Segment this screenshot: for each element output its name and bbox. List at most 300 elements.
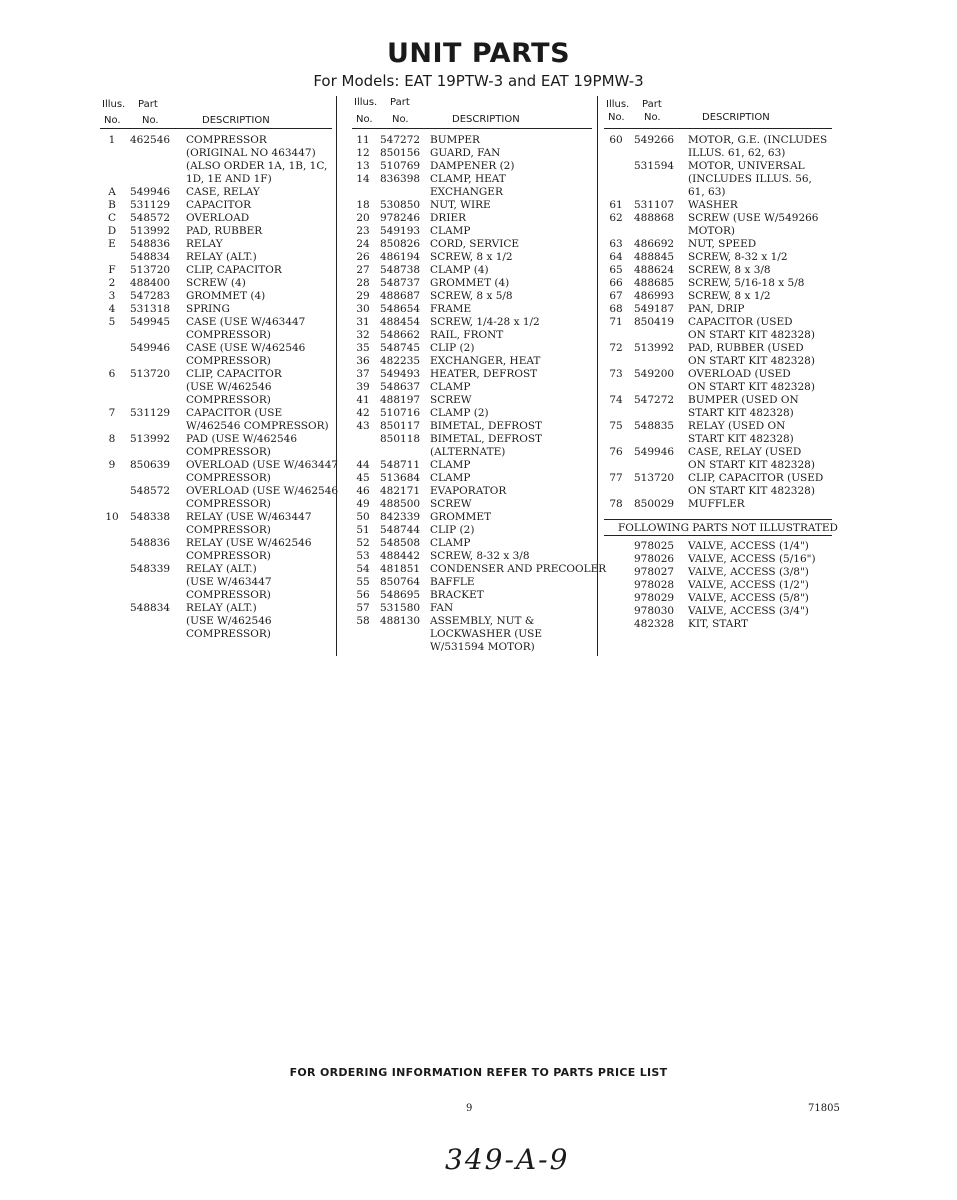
illus-no-header: No.: [104, 115, 121, 126]
part-description: [688, 212, 832, 238]
illus-number: [604, 605, 628, 618]
description-line: CLIP, CAPACITOR: [186, 264, 282, 276]
part-number: 488130: [380, 615, 421, 627]
illus-number: 8: [108, 433, 116, 445]
part-number: 531129: [130, 407, 171, 419]
part-number: 488687: [380, 290, 421, 302]
illus-number: 4: [108, 303, 116, 315]
parts-rows: [604, 134, 832, 511]
part-description: [688, 472, 832, 498]
column-divider: [597, 96, 598, 656]
part-number: 548836: [130, 537, 171, 549]
part-description: [430, 589, 592, 602]
description-line: COMPRESSOR): [186, 628, 271, 640]
description-line: SCREW, 5/16-18 x 5/8: [688, 277, 805, 289]
illus-number: 31: [356, 316, 370, 328]
handwritten-mark: 349-A-9: [445, 1143, 570, 1176]
parts-row: [352, 342, 592, 355]
description-line: MUFFLER: [688, 498, 745, 510]
description-line: SCREW, 8 x 5/8: [430, 290, 513, 302]
illus-number: 57: [356, 602, 370, 614]
description-line: ON START KIT 482328): [688, 485, 815, 497]
illus-number: 35: [356, 342, 370, 354]
part-number: 548835: [634, 420, 675, 432]
parts-row: [100, 186, 332, 199]
illus-number: 52: [356, 537, 370, 549]
description-line: COMPRESSOR): [186, 550, 271, 562]
parts-row: [100, 290, 332, 303]
part-number: 548711: [380, 459, 421, 471]
parts-row: [604, 290, 832, 303]
part-description: [186, 537, 332, 563]
part-description: [688, 553, 832, 566]
part-number: 531107: [634, 199, 675, 211]
parts-row: [100, 199, 332, 212]
parts-row: [604, 605, 832, 618]
description-line: VALVE, ACCESS (1/2"): [688, 579, 809, 591]
part-description: [430, 342, 592, 355]
part-description: [688, 579, 832, 592]
part-description: [688, 368, 832, 394]
not-illustrated-rows: [604, 540, 832, 631]
description-header: DESCRIPTION: [702, 112, 770, 123]
illus-number: 18: [356, 199, 370, 211]
description-line: FAN: [430, 602, 454, 614]
parts-row: [100, 303, 332, 316]
part-description: [688, 277, 832, 290]
parts-row: [352, 303, 592, 316]
part-number: 548836: [130, 238, 171, 250]
illus-number: 5: [108, 316, 116, 328]
description-line: DAMPENER (2): [430, 160, 515, 172]
part-no-header: No.: [392, 114, 409, 125]
part-description: [688, 134, 832, 160]
description-line: ON START KIT 482328): [688, 355, 815, 367]
parts-row: [352, 381, 592, 394]
part-description: [430, 407, 592, 420]
description-line: PAD (USE W/462546: [186, 433, 297, 445]
description-line: SCREW: [430, 394, 472, 406]
description-line: RELAY (USED ON: [688, 420, 786, 432]
illus-number: [604, 553, 628, 566]
part-number: 850117: [380, 420, 421, 432]
illus-number: 26: [356, 251, 370, 263]
description-line: RELAY (ALT.): [186, 251, 257, 263]
description-line: SCREW, 1/4-28 x 1/2: [430, 316, 540, 328]
part-number: 488400: [130, 277, 171, 289]
description-line: RELAY (ALT.): [186, 602, 257, 614]
part-number: 547272: [634, 394, 675, 406]
parts-row: [100, 225, 332, 238]
part-description: [688, 290, 832, 303]
description-line: CLAMP: [430, 459, 471, 471]
parts-row: [604, 160, 832, 199]
parts-row: [352, 407, 592, 420]
part-number: 486993: [634, 290, 675, 302]
description-line: 1D, 1E AND 1F): [186, 173, 272, 185]
part-number: 488845: [634, 251, 675, 263]
description-line: WASHER: [688, 199, 738, 211]
part-description: [186, 459, 338, 485]
part-number: 850764: [380, 576, 421, 588]
description-line: 61, 63): [688, 186, 726, 198]
illus-number: 6: [108, 368, 116, 380]
part-no-header: No.: [644, 112, 661, 123]
illus-number: [604, 618, 628, 631]
part-number: 850639: [130, 459, 171, 471]
part-number: 548338: [130, 511, 171, 523]
part-description: [430, 394, 592, 407]
parts-row: [100, 212, 332, 225]
description-line: MOTOR): [688, 225, 735, 237]
description-line: CASE (USE W/462546: [186, 342, 306, 354]
part-description: [430, 381, 592, 394]
part-description: [186, 277, 332, 290]
parts-row: [604, 394, 832, 420]
description-line: BIMETAL, DEFROST: [430, 420, 543, 432]
parts-row: [352, 277, 592, 290]
description-line: EXCHANGER: [430, 186, 503, 198]
parts-row: [604, 264, 832, 277]
part-number: 482235: [380, 355, 421, 367]
part-number: 486194: [380, 251, 421, 263]
parts-row: [352, 355, 592, 368]
illus-number: 32: [356, 329, 370, 341]
part-description: [688, 316, 832, 342]
description-line: EVAPORATOR: [430, 485, 507, 497]
part-description: [688, 605, 832, 618]
description-line: SCREW, 8 x 3/8: [688, 264, 771, 276]
illus-number: 66: [609, 277, 623, 289]
description-line: CLAMP (2): [430, 407, 489, 419]
part-description: [186, 602, 332, 641]
part-number: 513992: [130, 433, 171, 445]
parts-row: [100, 485, 339, 511]
part-description: [186, 433, 332, 459]
illus-number: 45: [356, 472, 370, 484]
illus-number: 12: [356, 147, 370, 159]
part-description: [430, 225, 592, 238]
description-line: MOTOR, UNIVERSAL: [688, 160, 805, 172]
part-number: 842339: [380, 511, 421, 523]
illus-number: B: [108, 199, 116, 211]
description-line: HEATER, DEFROST: [430, 368, 538, 380]
illus-number: 62: [609, 212, 623, 224]
illus-number: 50: [356, 511, 370, 523]
description-line: CAPACITOR (USE: [186, 407, 283, 419]
parts-row: [100, 264, 332, 277]
illus-number: 63: [609, 238, 623, 250]
part-number: 548637: [380, 381, 421, 393]
part-description: [430, 134, 592, 147]
parts-row: [352, 329, 592, 342]
description-line: GUARD, FAN: [430, 147, 501, 159]
description-line: CLIP (2): [430, 342, 475, 354]
description-line: W/462546 COMPRESSOR): [186, 420, 329, 432]
part-description: [430, 290, 592, 303]
illus-number: 30: [356, 303, 370, 315]
description-line: SCREW, 8 x 1/2: [430, 251, 513, 263]
description-line: SPRING: [186, 303, 230, 315]
parts-row: [352, 615, 592, 654]
description-line: PAD, RUBBER: [186, 225, 263, 237]
description-line: CLAMP: [430, 472, 471, 484]
part-description: [430, 199, 592, 212]
description-line: RELAY (ALT.): [186, 563, 257, 575]
illus-number: 23: [356, 225, 370, 237]
part-description: [430, 498, 592, 511]
illus-header: Illus.: [606, 99, 630, 110]
part-number: 836398: [380, 173, 421, 185]
parts-rows: [352, 134, 607, 654]
part-description: [186, 563, 332, 602]
parts-row: [100, 563, 332, 602]
illus-number: 3: [108, 290, 116, 302]
part-number: 548744: [380, 524, 421, 536]
illus-number: 67: [609, 290, 623, 302]
part-description: [186, 251, 332, 264]
parts-row: [604, 212, 832, 238]
parts-row: [352, 576, 592, 589]
description-line: BAFFLE: [430, 576, 475, 588]
parts-row: [352, 420, 592, 433]
description-line: VALVE, ACCESS (1/4"): [688, 540, 809, 552]
parts-row: [352, 485, 592, 498]
illus-number: 54: [356, 563, 370, 575]
illus-number: 10: [105, 511, 119, 523]
parts-row: [604, 316, 832, 342]
part-number: 530850: [380, 199, 421, 211]
part-number: 548654: [380, 303, 421, 315]
description-line: COMPRESSOR): [186, 355, 271, 367]
part-description: [186, 303, 332, 316]
part-number: 486692: [634, 238, 675, 250]
part-number: 850156: [380, 147, 421, 159]
parts-row: [352, 212, 592, 225]
part-description: [186, 186, 332, 199]
description-line: MOTOR, G.E. (INCLUDES: [688, 134, 828, 146]
parts-row: [352, 238, 592, 251]
description-line: CLIP, CAPACITOR (USED: [688, 472, 824, 484]
description-line: OVERLOAD (USED: [688, 368, 791, 380]
description-line: RELAY (USE W/463447: [186, 511, 312, 523]
part-number: 513720: [634, 472, 675, 484]
description-line: (USE W/462546: [186, 381, 272, 393]
part-number: 548695: [380, 589, 421, 601]
description-line: EXCHANGER, HEAT: [430, 355, 541, 367]
part-description: [186, 368, 332, 407]
part-description: [430, 563, 606, 576]
part-description: [430, 329, 592, 342]
part-number: 531580: [380, 602, 421, 614]
part-number: 513720: [130, 368, 171, 380]
illus-number: 20: [356, 212, 370, 224]
part-description: [688, 394, 832, 420]
description-line: CLAMP (4): [430, 264, 489, 276]
description-line: CLIP, CAPACITOR: [186, 368, 282, 380]
illus-number: 56: [356, 589, 370, 601]
parts-row: [352, 251, 592, 264]
description-line: OVERLOAD (USE W/462546: [186, 485, 339, 497]
part-description: [430, 355, 592, 368]
parts-row: [352, 173, 592, 199]
illus-number: 58: [356, 615, 370, 627]
parts-row: [604, 303, 832, 316]
part-number: 978025: [634, 540, 675, 552]
parts-row: [604, 566, 832, 579]
illus-number: 11: [356, 134, 370, 146]
parts-row: [100, 459, 339, 485]
description-line: RAIL, FRONT: [430, 329, 504, 341]
illus-number: C: [107, 212, 117, 224]
part-description: [430, 238, 592, 251]
illus-number: [604, 592, 628, 605]
part-description: [688, 264, 832, 277]
part-description: [186, 342, 332, 368]
illus-number: 65: [609, 264, 623, 276]
illus-number: [604, 540, 628, 553]
description-line: (INCLUDES ILLUS. 56,: [688, 173, 812, 185]
part-number: 850029: [634, 498, 675, 510]
description-line: COMPRESSOR): [186, 472, 271, 484]
description-line: DRIER: [430, 212, 467, 224]
illus-number: [604, 579, 628, 592]
illus-number: E: [108, 238, 116, 250]
part-number: 488197: [380, 394, 421, 406]
part-description: [430, 212, 592, 225]
part-header: Part: [642, 99, 662, 110]
illus-number: 68: [609, 303, 623, 315]
description-line: PAN, DRIP: [688, 303, 745, 315]
description-line: (ORIGINAL NO 463447): [186, 147, 316, 159]
description-line: RELAY (USE W/462546: [186, 537, 312, 549]
parts-row: [100, 277, 332, 290]
illus-number: 36: [356, 355, 370, 367]
illus-number: [100, 537, 124, 563]
not-illustrated-header: FOLLOWING PARTS NOT ILLUSTRATED: [604, 519, 832, 536]
part-description: [430, 420, 592, 433]
description-line: W/531594 MOTOR): [430, 641, 535, 653]
illus-number: 75: [609, 420, 623, 432]
illus-number: 73: [609, 368, 623, 380]
part-description: [688, 160, 832, 199]
parts-row: [100, 602, 332, 641]
illus-header: Illus.: [354, 97, 378, 108]
illus-number: 43: [356, 420, 370, 432]
part-description: [688, 566, 832, 579]
part-number: 548737: [380, 277, 421, 289]
description-line: (USE W/463447: [186, 576, 272, 588]
illus-number: F: [108, 264, 116, 276]
parts-row: [100, 368, 332, 407]
part-number: 850118: [380, 433, 421, 445]
parts-row: [604, 540, 832, 553]
part-description: [430, 550, 592, 563]
part-description: [430, 264, 592, 277]
illus-number: 46: [356, 485, 370, 497]
part-number: 549493: [380, 368, 421, 380]
parts-row: [604, 199, 832, 212]
part-header: Part: [390, 97, 410, 108]
description-line: SCREW (USE W/549266: [688, 212, 819, 224]
parts-row: [100, 433, 332, 459]
illus-number: 53: [356, 550, 370, 562]
description-line: FRAME: [430, 303, 472, 315]
illus-number: 14: [356, 173, 370, 185]
parts-row: [352, 199, 592, 212]
parts-row: [352, 511, 592, 524]
description-line: PAD, RUBBER (USED: [688, 342, 804, 354]
part-number: 531318: [130, 303, 171, 315]
part-number: 482328: [634, 618, 675, 630]
part-description: [688, 420, 832, 446]
part-description: [430, 433, 592, 459]
description-line: SCREW, 8 x 1/2: [688, 290, 771, 302]
part-description: [430, 368, 592, 381]
description-line: CASE, RELAY (USED: [688, 446, 802, 458]
part-number: 549200: [634, 368, 675, 380]
parts-row: [604, 251, 832, 264]
description-line: COMPRESSOR): [186, 329, 271, 341]
column-header: [352, 96, 592, 129]
parts-row: [100, 316, 332, 342]
parts-row: [604, 553, 832, 566]
description-line: BIMETAL, DEFROST: [430, 433, 543, 445]
illus-number: D: [107, 225, 117, 237]
part-description: [688, 342, 832, 368]
part-number: 531594: [634, 160, 675, 172]
part-description: [186, 225, 332, 238]
column-header: [100, 96, 332, 129]
part-description: [688, 446, 832, 472]
description-line: CONDENSER AND PRECOOLER: [430, 563, 607, 575]
parts-row: [352, 524, 592, 537]
part-description: [186, 511, 332, 537]
part-description: [688, 251, 832, 264]
illus-number: 76: [609, 446, 623, 458]
parts-row: [100, 407, 332, 433]
part-number: 549187: [634, 303, 675, 315]
description-line: ON START KIT 482328): [688, 459, 815, 471]
parts-row: [352, 550, 592, 563]
parts-row: [352, 459, 592, 472]
parts-row: [604, 498, 832, 511]
description-line: OVERLOAD: [186, 212, 250, 224]
description-header: DESCRIPTION: [452, 114, 520, 125]
part-description: [186, 212, 332, 225]
illus-number: 78: [609, 498, 623, 510]
parts-row: [352, 498, 592, 511]
description-line: CLAMP: [430, 225, 471, 237]
parts-row: [352, 134, 592, 147]
parts-row: [352, 160, 592, 173]
part-number: 462546: [130, 134, 171, 146]
part-description: [186, 238, 332, 251]
parts-row: [100, 251, 332, 264]
description-line: COMPRESSOR: [186, 134, 267, 146]
part-description: [688, 540, 832, 553]
part-number: 488685: [634, 277, 675, 289]
parts-row: [352, 563, 607, 576]
description-line: CLIP (2): [430, 524, 475, 536]
part-number: 549945: [130, 316, 171, 328]
illus-header: Illus.: [102, 99, 126, 110]
part-description: [688, 238, 832, 251]
part-description: [688, 498, 832, 511]
models-subtitle: For Models: EAT 19PTW-3 and EAT 19PMW-3: [313, 72, 644, 90]
part-description: [430, 459, 592, 472]
part-description: [688, 618, 832, 631]
